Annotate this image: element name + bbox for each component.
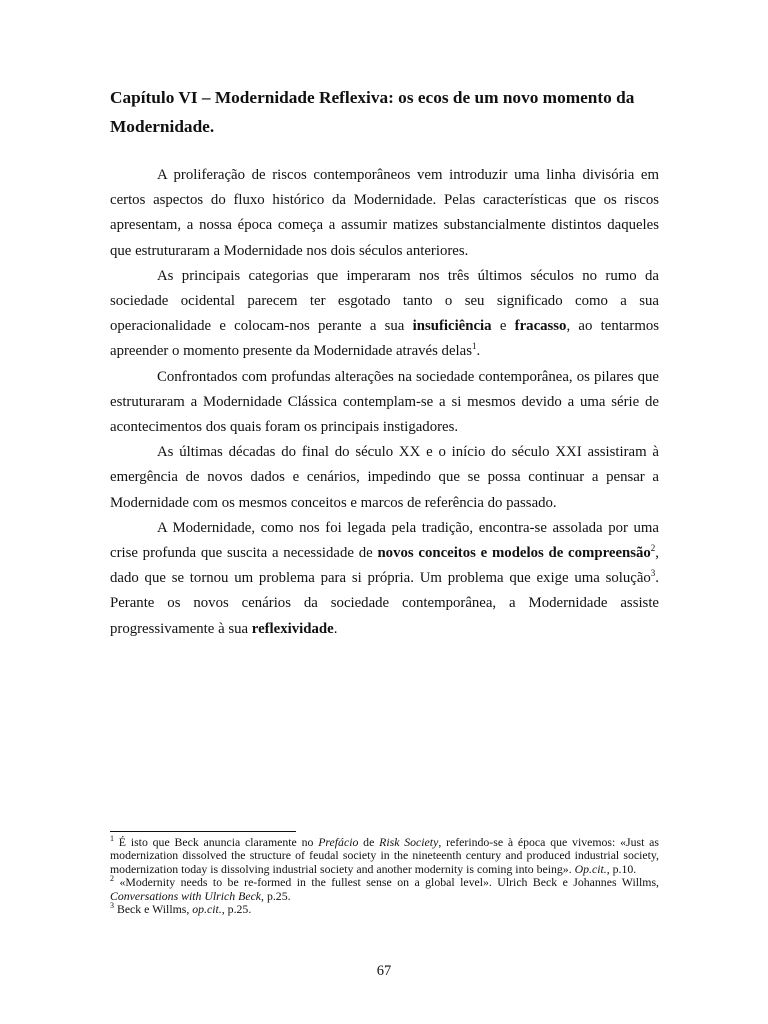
footnote-2 xyxy=(110,876,659,903)
footnote-number-2: 2 xyxy=(110,874,114,884)
paragraph-4: As últimas décadas do final do século XX e o início do século XXI assistiram à emergência de novos dados e cenários, impedindo que se possa continuar a pensar a Modernidade com os mesmos conceitos e marcos de referência do passado. xyxy=(110,444,659,511)
footnote-1 xyxy=(110,836,659,876)
footnote-1-text: de xyxy=(358,835,380,849)
footnote-2-text: «Modernity needs to be re-formed in the fullest sense on a global level». Ulrich Beck e Johannes Willms, xyxy=(114,875,659,890)
footnote-number-1: 1 xyxy=(110,834,114,844)
footnotes xyxy=(110,836,659,916)
paragraph-2 xyxy=(110,264,659,365)
bold-term-insuficiencia: insuficiência xyxy=(412,318,492,335)
paragraph-1: A proliferação de riscos contemporâneos vem introduzir uma linha divisória em certos aspectos do fluxo histórico da Modernidade. Pelas características que os riscos apresentam, a nossa época começa a assumir matizes substancialmente distintos daqueles que estruturaram a Modernidade nos dois séculos anteriores. xyxy=(110,167,659,259)
footnote-2-text: , p.25. xyxy=(261,888,291,903)
bold-term-novos-conceitos: novos conceitos e modelos de compreensão xyxy=(377,545,651,562)
footnote-1-italic: Prefácio xyxy=(318,835,359,849)
page-number: 67 xyxy=(376,963,392,979)
footnote-1-italic: Op.cit. xyxy=(574,861,607,876)
footnote-divider xyxy=(110,831,296,832)
paragraph-5 xyxy=(110,516,659,642)
body-text xyxy=(110,163,659,642)
footnote-1-italic: Risk Society xyxy=(379,835,439,849)
footnote-3-italic: op.cit. xyxy=(192,902,222,917)
paragraph-5-text: . xyxy=(333,620,338,637)
paragraph-2-text: , ao tentarmos apreender o momento presente da Modernidade através delas xyxy=(110,318,659,360)
paragraph-5-text: , dado que se tornou um problema para si própria. Um problema que exige uma solução xyxy=(110,545,659,587)
footnote-ref-2[interactable]: 2 xyxy=(650,543,656,554)
bold-term-reflexividade: reflexividade xyxy=(251,620,334,637)
paragraph-3: Confrontados com profundas alterações na sociedade contemporânea, os pilares que estruturaram a Modernidade Clássica contemplam-se a si mesmos devido a uma série de acontecimentos dos quais foram os principais instigadores. xyxy=(110,368,659,436)
footnote-ref-3[interactable]: 3 xyxy=(650,568,656,579)
footnote-3 xyxy=(110,903,659,916)
footnote-1-text: É isto que Beck anuncia claramente no xyxy=(114,835,319,849)
paragraph-2-text: As principais categorias que imperaram nos três últimos séculos no rumo da sociedade ocidental parecem ter esgotado tanto o seu significado como a sua operacionalidade e colocam-nos perante a sua xyxy=(110,267,659,335)
bold-term-fracasso: fracasso xyxy=(514,318,567,335)
footnote-1-text: , p.10. xyxy=(606,861,637,876)
footnote-1-text: , referindo-se à época que vivemos: «Just as modernization dissolved the structure of feudal society in the nineteenth century and produced industrial society, modernization today is dissolving industrial society and another modernity is coming into being». xyxy=(110,835,659,876)
paragraph-2-text: e xyxy=(491,318,515,335)
paragraph-5-text: A Modernidade, como nos foi legada pela tradição, encontra-se assolada por uma crise profunda que suscita a necessidade de xyxy=(110,519,659,562)
paragraph-2-text: . xyxy=(476,343,481,360)
footnote-number-3: 3 xyxy=(110,901,114,911)
footnote-2-italic: Conversations with Ulrich Beck xyxy=(110,888,262,903)
footnote-3-text: Beck e Willms, xyxy=(114,902,193,917)
footnote-ref-1[interactable]: 1 xyxy=(471,341,477,352)
footnote-3-text: , p.25. xyxy=(221,902,252,917)
chapter-title: Capítulo VI – Modernidade Reflexiva: os ecos de um novo momento da Modernidade. xyxy=(110,88,635,136)
paragraph-5-text: . Perante os novos cenários da sociedade contemporânea, a Modernidade assiste progressivamente à sua xyxy=(110,570,659,637)
